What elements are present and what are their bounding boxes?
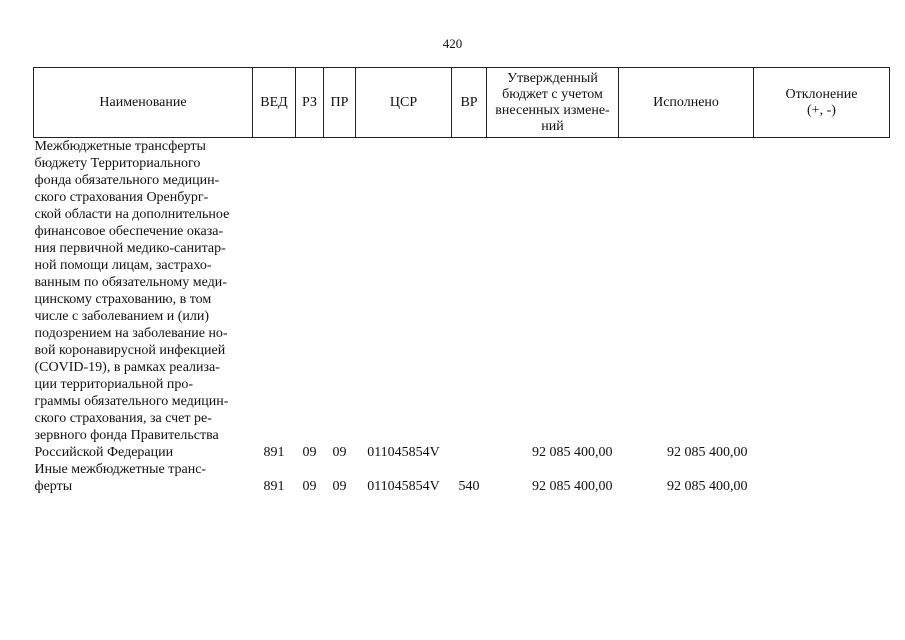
header-csr: ЦСР — [356, 68, 452, 138]
row-name-line: ского страхования Оренбург- — [34, 190, 209, 205]
row-name-line: ской области на дополнительное — [34, 207, 230, 222]
header-deviation-line: (+, -) — [807, 102, 836, 118]
header-executed: Исполнено — [619, 68, 754, 138]
row-name-line: вой коронавирусной инфекцией — [34, 343, 226, 358]
row-ved: 891 — [263, 445, 285, 460]
header-deviation-line: Отклонение — [785, 86, 858, 102]
row-pr: 09 — [332, 479, 347, 494]
header-pr: ПР — [324, 68, 356, 138]
row-approved: 92 085 400,00 — [532, 479, 613, 494]
row-name-line: Российской Федерации — [34, 445, 174, 460]
row-vr: 540 — [458, 479, 480, 494]
header-approved-line: бюджет с учетом — [502, 86, 603, 102]
header-deviation — [754, 68, 890, 138]
row-name-line: финансовое обеспечение оказа- — [34, 224, 224, 239]
row-vr — [452, 138, 487, 462]
header-rz: РЗ — [296, 68, 324, 138]
row-csr: 011045854V — [367, 479, 440, 494]
row-name-line: ции территориальной про- — [34, 377, 194, 392]
table-row — [34, 461, 890, 495]
header-approved-line: ний — [541, 118, 564, 134]
header-name: Наименование — [34, 68, 253, 138]
header-approved-line: Утвержденный — [507, 70, 598, 86]
row-name-line: ной помощи лицам, застрахо- — [34, 258, 212, 273]
row-name-line: фонда обязательного медицин- — [34, 173, 220, 188]
row-rz: 09 — [302, 445, 317, 460]
row-name — [34, 461, 253, 495]
row-name-line: числе с заболеванием и (или) — [34, 309, 210, 324]
row-name-line: (COVID-19), в рамках реализа- — [34, 360, 220, 375]
row-deviation — [754, 138, 890, 462]
row-name-line: бюджету Территориального — [34, 156, 201, 171]
row-name-line: Межбюджетные трансферты — [34, 139, 206, 154]
row-rz: 09 — [302, 479, 317, 494]
header-approved-budget — [487, 68, 619, 138]
row-pr: 09 — [332, 445, 347, 460]
header-ved: ВЕД — [253, 68, 296, 138]
row-name — [34, 138, 253, 462]
row-csr: 011045854V — [367, 445, 440, 460]
row-name-line: ванным по обязательному меди- — [34, 275, 227, 290]
row-deviation — [754, 461, 890, 495]
row-name-line: граммы обязательного медицин- — [34, 394, 229, 409]
row-ved: 891 — [263, 479, 285, 494]
row-executed: 92 085 400,00 — [667, 479, 748, 494]
table-header-row — [34, 68, 890, 138]
row-name-line: ния первичной медико-санитар- — [34, 241, 226, 256]
row-name-line: ского страхования, за счет ре- — [34, 411, 212, 426]
header-vr: ВР — [452, 68, 487, 138]
row-name-line: Иные межбюджетные транс- — [34, 462, 207, 477]
row-name-line: ферты — [34, 479, 73, 494]
page-number: 420 — [442, 36, 463, 51]
header-approved-line: внесенных измене- — [495, 102, 610, 118]
row-name-line: цинскому страхованию, в том — [34, 292, 212, 307]
row-name-line: подозрением на заболевание но- — [34, 326, 228, 341]
row-executed: 92 085 400,00 — [667, 445, 748, 460]
row-name-line: зервного фонда Правительства — [34, 428, 219, 443]
row-approved: 92 085 400,00 — [532, 445, 613, 460]
table-row — [34, 138, 890, 462]
budget-execution-table — [33, 67, 890, 495]
